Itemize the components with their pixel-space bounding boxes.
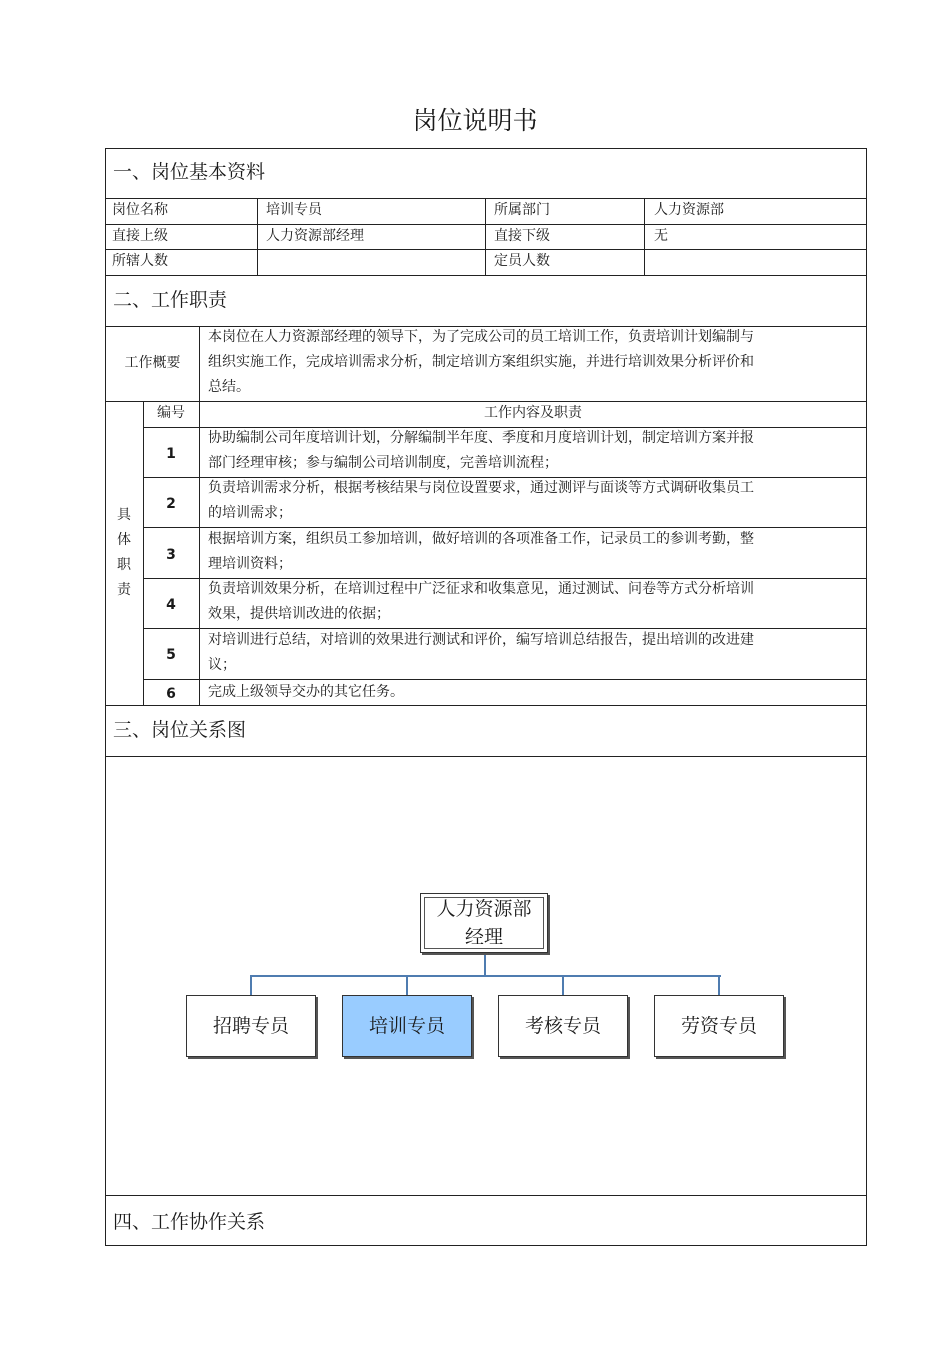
duty-line: 理培训资料； [208, 556, 292, 572]
org-connector [250, 975, 252, 996]
duty-line: 负责培训效果分析，在培训过程中广泛征求和收集意见，通过测试、问卷等方式分析培训 [208, 581, 754, 597]
org-manager-line: 人力资源部 [436, 898, 532, 920]
header-duty-content: 工作内容及职责 [484, 405, 582, 421]
overview-line: 组织实施工作，完成培训需求分析，制定培训方案组织实施，并进行培训效果分析评价和 [208, 354, 754, 370]
duty-text [208, 527, 858, 577]
rule [105, 198, 867, 199]
rule [105, 1195, 867, 1196]
value-direct-subordinate: 无 [654, 228, 668, 244]
rule [199, 326, 200, 705]
overview-line: 本岗位在人力资源部经理的领导下，为了完成公司的员工培训工作，负责培训计划编制与 [208, 329, 754, 345]
section-heading-duties: 二、工作职责 [113, 289, 228, 311]
side-label-char: 具 [117, 507, 131, 523]
duty-text [208, 476, 858, 526]
rule [105, 401, 867, 402]
org-connector [562, 975, 564, 996]
duty-number: 3 [166, 547, 176, 563]
value-department: 人力资源部 [654, 202, 724, 218]
duty-line: 对培训进行总结，对培训的效果进行测试和评价，编写培训总结报告，提出培训的改进建 [208, 632, 754, 648]
label-position-name: 岗位名称 [112, 202, 168, 218]
header-number: 编号 [157, 405, 185, 421]
org-box-assessment: 考核专员 [498, 995, 628, 1057]
duty-line: 负责培训需求分析，根据考核结果与岗位设置要求，通过测评与面谈等方式调研收集员工 [208, 480, 754, 496]
org-connector [484, 953, 486, 976]
side-label-char: 职 [117, 557, 131, 573]
duty-line: 议； [208, 657, 236, 673]
value-direct-superior: 人力资源部经理 [266, 228, 364, 244]
org-box-manager [420, 893, 548, 953]
side-label-char: 责 [117, 582, 131, 598]
org-manager-label [436, 895, 531, 951]
org-connector [406, 975, 408, 996]
org-manager-line: 经理 [464, 926, 503, 948]
label-direct-superior: 直接上级 [112, 228, 168, 244]
rule [105, 275, 867, 276]
rule [105, 705, 867, 706]
org-box-manager-inner [424, 897, 544, 949]
value-position-name: 培训专员 [266, 202, 322, 218]
label-staff-quota: 定员人数 [494, 253, 550, 269]
org-box-payroll: 劳资专员 [654, 995, 784, 1057]
label-direct-subordinate: 直接下级 [494, 228, 550, 244]
duty-line: 协助编制公司年度培训计划，分解编制半年度、季度和月度培训计划，制定培训方案并报 [208, 430, 754, 446]
overview-line: 总结。 [208, 379, 250, 395]
job-overview-text [208, 325, 858, 400]
rule [105, 249, 867, 250]
rule [105, 224, 867, 225]
section-heading-collaboration: 四、工作协作关系 [113, 1211, 266, 1233]
label-job-overview: 工作概要 [124, 355, 181, 371]
rule [485, 198, 486, 275]
duty-line: 完成上级领导交办的其它任务。 [208, 684, 404, 700]
duty-text [208, 426, 858, 476]
section-heading-relationship-chart: 三、岗位关系图 [113, 719, 247, 741]
rule [257, 198, 258, 275]
duty-line: 的培训需求； [208, 505, 292, 521]
rule [105, 756, 867, 757]
org-box-training: 培训专员 [342, 995, 472, 1057]
org-box-recruitment: 招聘专员 [186, 995, 316, 1057]
duty-number: 4 [166, 597, 176, 613]
rule [644, 198, 645, 275]
duty-number: 6 [166, 686, 176, 702]
org-connector [718, 975, 720, 996]
duty-text [208, 680, 858, 705]
duty-line: 效果，提供培训改进的依据； [208, 606, 390, 622]
duty-number: 2 [166, 496, 176, 512]
label-specific-duties [106, 503, 142, 603]
side-label-char: 体 [117, 532, 131, 548]
duty-number: 1 [166, 446, 176, 462]
duty-line: 部门经理审核；参与编制公司培训制度，完善培训流程； [208, 455, 558, 471]
duty-text [208, 577, 858, 627]
duty-text [208, 628, 858, 678]
label-department: 所属部门 [494, 202, 550, 218]
duty-number: 5 [166, 647, 176, 663]
section-heading-basic-info: 一、岗位基本资料 [113, 161, 266, 183]
org-connector [250, 975, 721, 977]
document-title: 岗位说明书 [412, 106, 538, 135]
label-headcount-managed: 所辖人数 [112, 253, 168, 269]
duty-line: 根据培训方案，组织员工参加培训，做好培训的各项准备工作，记录员工的参训考勤，整 [208, 531, 754, 547]
